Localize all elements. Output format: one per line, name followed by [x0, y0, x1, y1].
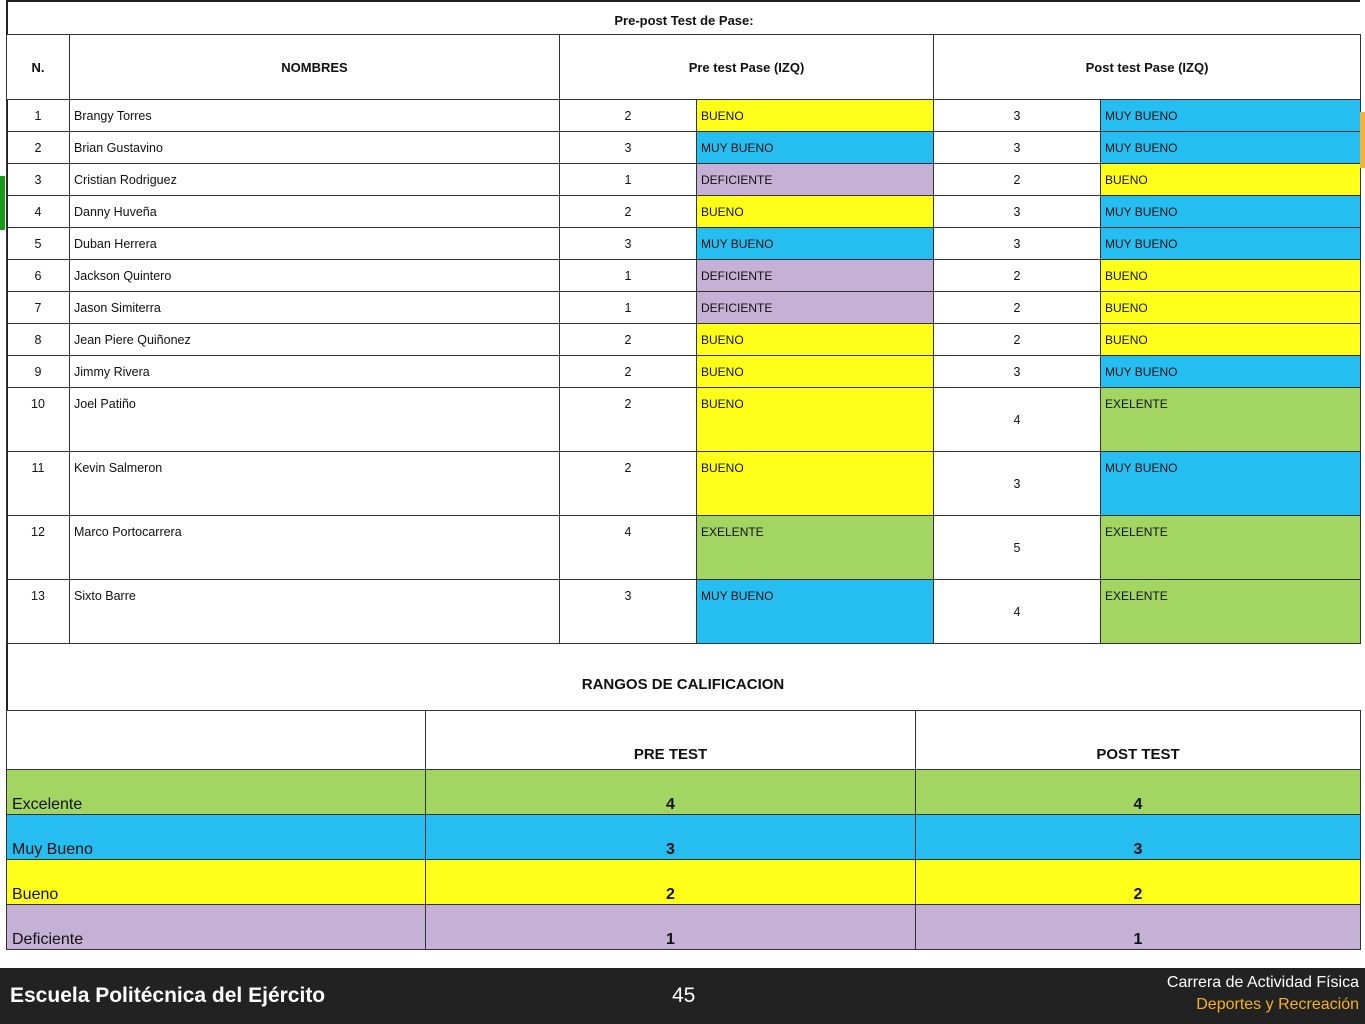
- row-post-rating: MUY BUENO: [1101, 228, 1361, 260]
- row-post-score: 5: [934, 516, 1101, 580]
- ranges-header-row: [7, 711, 1361, 770]
- row-name: Marco Portocarrera: [70, 516, 560, 580]
- row-number: 13: [7, 580, 70, 644]
- row-pre-score: 2: [560, 452, 697, 516]
- ranges-header-pre: PRE TEST: [426, 711, 916, 770]
- row-pre-rating: BUENO: [697, 196, 934, 228]
- row-name: Duban Herrera: [70, 228, 560, 260]
- range-label: Bueno: [7, 860, 426, 905]
- row-number: 10: [7, 388, 70, 452]
- row-pre-score: 2: [560, 388, 697, 452]
- row-number: 2: [7, 132, 70, 164]
- row-post-rating: MUY BUENO: [1101, 452, 1361, 516]
- row-post-rating: MUY BUENO: [1101, 356, 1361, 388]
- row-number: 1: [7, 100, 70, 132]
- header-post-test: Post test Pase (IZQ): [934, 35, 1361, 100]
- results-body: [7, 100, 1361, 644]
- footer-career-line1: Carrera de Actividad Física: [1166, 974, 1359, 991]
- row-post-score: 3: [934, 356, 1101, 388]
- row-post-rating: EXELENTE: [1101, 580, 1361, 644]
- results-table: [6, 34, 1361, 644]
- row-name: Danny Huveña: [70, 196, 560, 228]
- row-name: Jimmy Rivera: [70, 356, 560, 388]
- row-post-rating: MUY BUENO: [1101, 196, 1361, 228]
- row-pre-score: 1: [560, 164, 697, 196]
- row-number: 12: [7, 516, 70, 580]
- range-pre-value: 1: [426, 905, 916, 950]
- footer-bar: [0, 968, 1365, 1024]
- row-number: 9: [7, 356, 70, 388]
- row-pre-score: 2: [560, 100, 697, 132]
- table-row: [7, 356, 1361, 388]
- table-row: [7, 196, 1361, 228]
- right-edge-marker: [1360, 112, 1365, 168]
- row-name: Kevin Salmeron: [70, 452, 560, 516]
- row-post-score: 3: [934, 452, 1101, 516]
- row-number: 4: [7, 196, 70, 228]
- header-names: NOMBRES: [70, 35, 560, 100]
- frame-top-border: [6, 0, 1360, 2]
- row-pre-rating: MUY BUENO: [697, 132, 934, 164]
- row-post-rating: EXELENTE: [1101, 388, 1361, 452]
- row-number: 8: [7, 324, 70, 356]
- table-row: [7, 164, 1361, 196]
- row-post-score: 2: [934, 324, 1101, 356]
- ranges-header-post: POST TEST: [916, 711, 1361, 770]
- ranges-row: [7, 815, 1361, 860]
- row-post-rating: BUENO: [1101, 292, 1361, 324]
- ranges-row: [7, 770, 1361, 815]
- range-post-value: 2: [916, 860, 1361, 905]
- table-title: Pre-post Test de Pase:: [614, 13, 754, 28]
- row-pre-rating: BUENO: [697, 356, 934, 388]
- table-row: [7, 292, 1361, 324]
- footer-career-line2: Deportes y Recreación: [1196, 996, 1359, 1013]
- range-label: Deficiente: [7, 905, 426, 950]
- row-pre-score: 2: [560, 196, 697, 228]
- row-pre-score: 3: [560, 580, 697, 644]
- row-post-score: 3: [934, 228, 1101, 260]
- table-row: [7, 388, 1361, 452]
- ranges-row: [7, 860, 1361, 905]
- row-post-score: 2: [934, 260, 1101, 292]
- ranges-title: RANGOS DE CALIFICACION: [581, 676, 785, 693]
- row-pre-rating: EXELENTE: [697, 516, 934, 580]
- ranges-body: [7, 770, 1361, 950]
- row-name: Jason Simiterra: [70, 292, 560, 324]
- row-post-rating: MUY BUENO: [1101, 100, 1361, 132]
- row-number: 7: [7, 292, 70, 324]
- table-row: [7, 100, 1361, 132]
- table-row: [7, 324, 1361, 356]
- footer-page-number: 45: [672, 984, 696, 1007]
- range-post-value: 3: [916, 815, 1361, 860]
- row-post-score: 2: [934, 164, 1101, 196]
- row-number: 6: [7, 260, 70, 292]
- ranges-row: [7, 905, 1361, 950]
- table-row: [7, 452, 1361, 516]
- range-pre-value: 4: [426, 770, 916, 815]
- row-pre-rating: MUY BUENO: [697, 580, 934, 644]
- row-pre-rating: DEFICIENTE: [697, 164, 934, 196]
- ranges-header-empty: [7, 711, 426, 770]
- header-num: N.: [7, 35, 70, 100]
- table-row: [7, 580, 1361, 644]
- row-name: Jackson Quintero: [70, 260, 560, 292]
- header-pre-test: Pre test Pase (IZQ): [560, 35, 934, 100]
- row-pre-score: 2: [560, 324, 697, 356]
- table-row: [7, 516, 1361, 580]
- row-post-score: 4: [934, 388, 1101, 452]
- row-pre-score: 3: [560, 132, 697, 164]
- row-pre-rating: BUENO: [697, 100, 934, 132]
- row-number: 3: [7, 164, 70, 196]
- row-number: 11: [7, 452, 70, 516]
- table-row: [7, 260, 1361, 292]
- row-post-rating: MUY BUENO: [1101, 132, 1361, 164]
- range-label: Excelente: [7, 770, 426, 815]
- row-pre-score: 2: [560, 356, 697, 388]
- row-pre-score: 4: [560, 516, 697, 580]
- range-post-value: 1: [916, 905, 1361, 950]
- row-name: Brangy Torres: [70, 100, 560, 132]
- range-label: Muy Bueno: [7, 815, 426, 860]
- row-name: Cristian Rodriguez: [70, 164, 560, 196]
- row-post-rating: BUENO: [1101, 324, 1361, 356]
- row-post-score: 4: [934, 580, 1101, 644]
- row-post-rating: BUENO: [1101, 260, 1361, 292]
- row-post-rating: EXELENTE: [1101, 516, 1361, 580]
- row-pre-score: 1: [560, 292, 697, 324]
- table-row: [7, 132, 1361, 164]
- ranges-table: [6, 710, 1361, 950]
- row-pre-rating: BUENO: [697, 452, 934, 516]
- range-post-value: 4: [916, 770, 1361, 815]
- row-pre-rating: DEFICIENTE: [697, 260, 934, 292]
- row-pre-rating: MUY BUENO: [697, 228, 934, 260]
- row-post-rating: BUENO: [1101, 164, 1361, 196]
- row-pre-score: 3: [560, 228, 697, 260]
- table-row: [7, 228, 1361, 260]
- row-pre-score: 1: [560, 260, 697, 292]
- left-edge-marker: [0, 176, 5, 230]
- row-number: 5: [7, 228, 70, 260]
- row-post-score: 3: [934, 132, 1101, 164]
- row-post-score: 3: [934, 196, 1101, 228]
- row-post-score: 3: [934, 100, 1101, 132]
- row-pre-rating: DEFICIENTE: [697, 292, 934, 324]
- range-pre-value: 3: [426, 815, 916, 860]
- range-pre-value: 2: [426, 860, 916, 905]
- results-header-row: [7, 35, 1361, 100]
- row-name: Sixto Barre: [70, 580, 560, 644]
- row-name: Joel Patiño: [70, 388, 560, 452]
- row-pre-rating: BUENO: [697, 324, 934, 356]
- row-name: Jean Piere Quiñonez: [70, 324, 560, 356]
- footer-school-name: Escuela Politécnica del Ejército: [10, 984, 326, 1007]
- row-name: Brian Gustavino: [70, 132, 560, 164]
- row-pre-rating: BUENO: [697, 388, 934, 452]
- row-post-score: 2: [934, 292, 1101, 324]
